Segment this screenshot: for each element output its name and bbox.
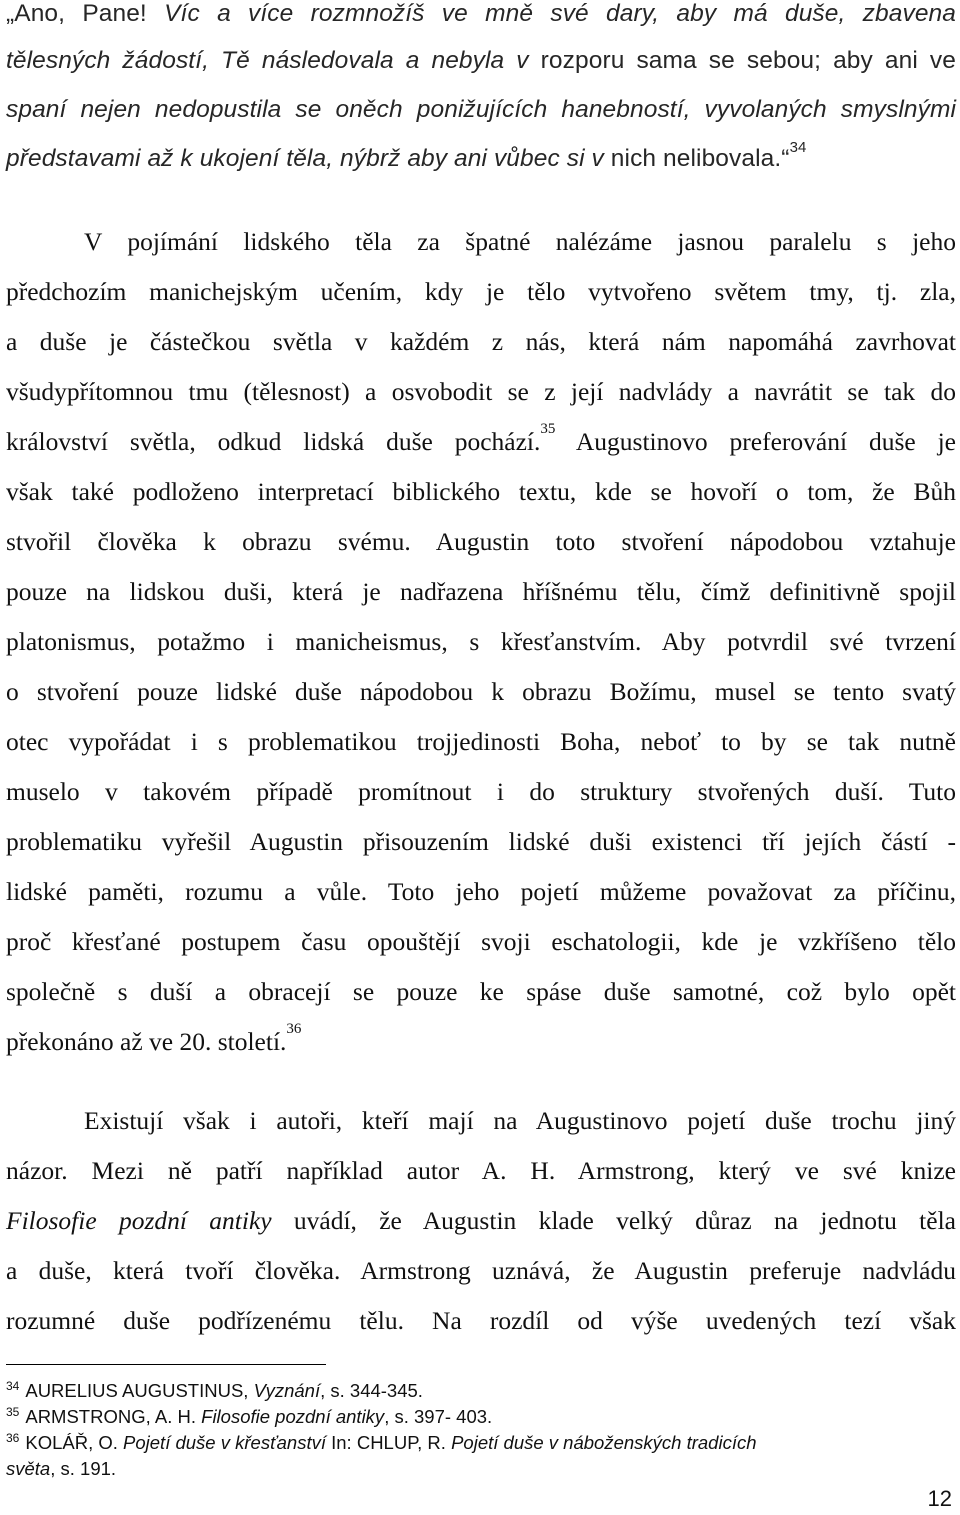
footnote: $^{36}$ KOLÁŘ, O. Pojetí duše v křesťanství In: CHLUP, R. Pojetí duše v náboženských tradicích: [6, 1431, 757, 1453]
paragraph-line: názor. Mezi ně patří například autor A. H. Armstrong, který ve své knize: [6, 1156, 956, 1185]
paragraph-line: platonismus, potažmo i manicheismus, s křesťanstvím. Aby potvrdil své tvrzení: [6, 627, 956, 656]
book-title: Filosofie pozdní antiky: [6, 1206, 272, 1235]
paragraph-line: předchozím manichejským učením, kdy je tělo vytvořeno světem tmy, tj. zla,: [6, 277, 956, 306]
paragraph-line: všudypřítomnou tmu (tělesnost) a osvobodit se z její nadvlády a navrátit se tak do: [6, 377, 956, 406]
paragraph-line: stvořil člověka k obrazu svému. Augustin toto stvoření nápodobou vztahuje: [6, 527, 956, 556]
footnote: $^{35}$ ARMSTRONG, A. H. Filosofie pozdní antiky, s. 397- 403.: [6, 1405, 493, 1427]
footnote: $^{34}$ AURELIUS AUGUSTINUS, Vyznání, s. 344-345.: [6, 1379, 423, 1401]
paragraph-line: však také podloženo interpretací biblického textu, kde se hovoří o tom, že Bůh: [6, 477, 956, 506]
paragraph-line: V pojímání lidského těla za špatné nalézáme jasnou paralelu s jeho: [84, 227, 956, 256]
paragraph-line: a duše je částečkou světla v každém z nás, která nám napomáhá zavrhovat: [6, 327, 956, 356]
paragraph-line: o stvoření pouze lidské duše nápodobou k obrazu Božímu, musel se tento svatý: [6, 677, 956, 706]
paragraph-line: rozumné duše podřízenému tělu. Na rozdíl od výše uvedených tezí však: [6, 1306, 956, 1335]
paragraph-line: a duše, která tvoří člověka. Armstrong uznává, že Augustin preferuje nadvládu: [6, 1256, 956, 1285]
paragraph-line: lidské paměti, rozumu a vůle. Toto jeho pojetí můžeme považovat za příčinu,: [6, 877, 956, 906]
paragraph-line: proč křesťané postupem času opouštějí svoji eschatologii, kde je vzkříšeno tělo: [6, 927, 956, 956]
paragraph-line: Filosofie pozdní antiky uvádí, že Augustin klade velký důraz na jednotu těla: [6, 1206, 956, 1235]
footnote-ref: 34: [789, 139, 807, 156]
page-number: 12: [927, 1486, 952, 1511]
quote-line: „Ano, Pane! Víc a více rozmnožíš ve mně své dary, aby má duše, zbavena: [6, 0, 956, 27]
footnote-ref: 35: [540, 421, 556, 437]
footnote-separator: [6, 1364, 326, 1365]
quote-line: spaní nejen nedopustila se oněch ponižujících hanebností, vyvolaných smyslnými: [6, 96, 956, 123]
footnote-ref: 36: [286, 1021, 302, 1037]
paragraph-line: muselo v takovém případě promítnout i do struktury stvořených duší. Tuto: [6, 777, 956, 806]
quote-line: představami až k ukojení těla, nýbrž aby ani vůbec si v nich nelibovala.“$^{34}$: [6, 139, 807, 172]
paragraph-line: překonáno až ve 20. století.$^{36}$: [6, 1021, 302, 1056]
quote-line: tělesných žádostí, Tě následovala a nebyla v rozporu sama se sebou; aby ani ve: [6, 47, 956, 74]
paragraph-line: království světla, odkud lidská duše pochází.$^{35}$ Augustinovo preferování duše je: [6, 421, 956, 456]
paragraph-line: problematiku vyřešil Augustin přisouzením lidské duši existenci tří jejích částí -: [6, 827, 956, 856]
paragraph-line: pouze na lidskou duši, která je nadřazena hříšnému tělu, čímž definitivně spojil: [6, 577, 956, 606]
paragraph-line: společně s duší a obracejí se pouze ke spáse duše samotné, což bylo opět: [6, 977, 956, 1006]
footnote-continuation: světa, s. 191.: [6, 1458, 117, 1479]
paragraph-line: otec vypořádat i s problematikou trojjedinosti Boha, neboť to by se tak nutně: [6, 727, 956, 756]
paragraph-line: Existují však i autoři, kteří mají na Augustinovo pojetí duše trochu jiný: [84, 1106, 956, 1135]
